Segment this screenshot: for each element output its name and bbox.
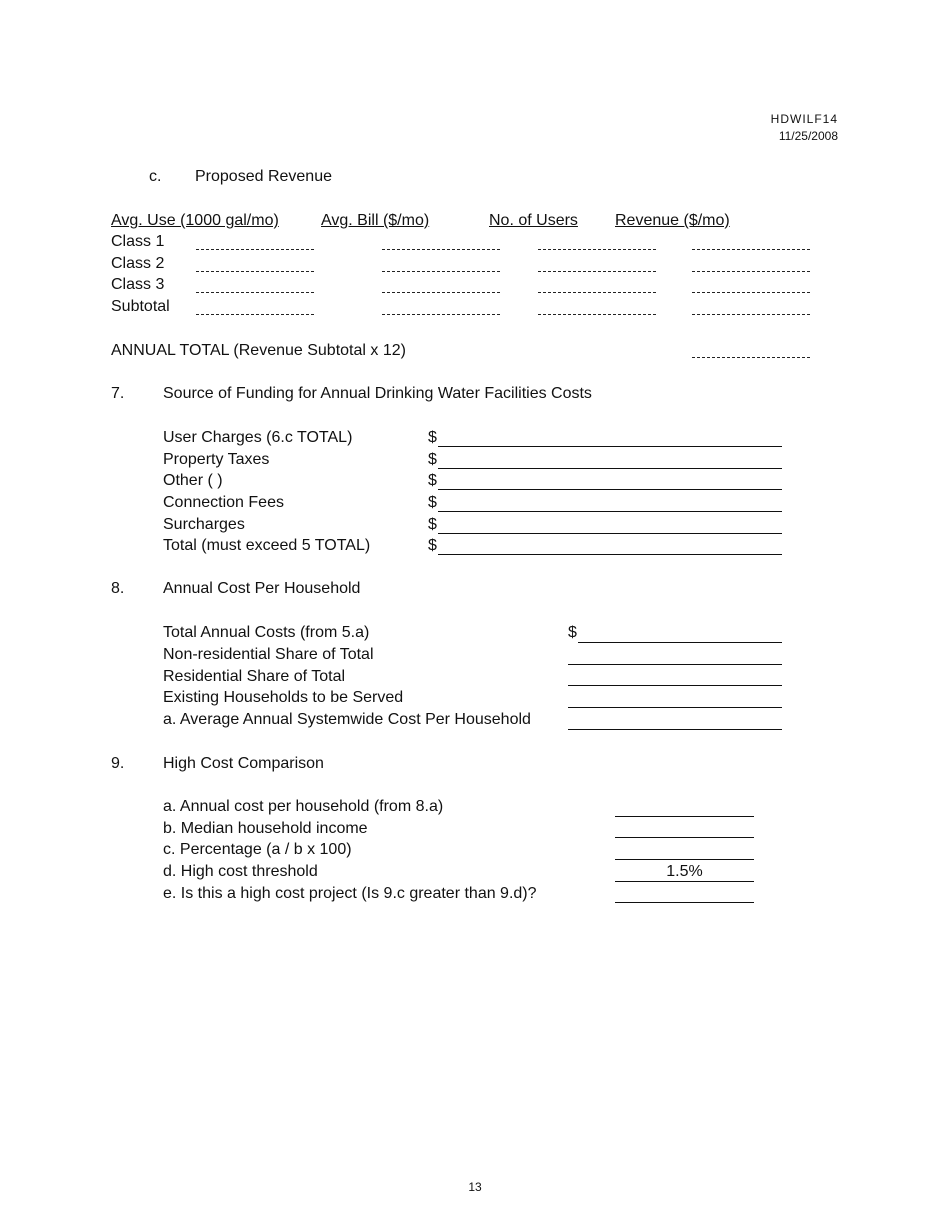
amount-field[interactable] xyxy=(568,707,782,708)
amount-field[interactable] xyxy=(568,729,782,730)
section-7-title: Source of Funding for Annual Drinking Water Facilities Costs xyxy=(163,385,592,402)
dollar-sign: $ xyxy=(428,429,437,446)
section-c-letter: c. xyxy=(149,168,162,185)
annual-total-label: ANNUAL TOTAL (Revenue Subtotal x 12) xyxy=(111,342,406,359)
cost-residential-share: Residential Share of Total xyxy=(163,668,346,685)
col-avg-bill: Avg. Bill ($/mo) xyxy=(321,212,430,229)
blank-field[interactable] xyxy=(196,292,314,293)
answer-field[interactable] xyxy=(615,881,754,882)
funding-connection-fees: Connection Fees xyxy=(163,494,284,511)
answer-field[interactable] xyxy=(615,859,754,860)
blank-field[interactable] xyxy=(692,249,810,250)
answer-field[interactable] xyxy=(615,837,754,838)
cost-nonresidential-share: Non-residential Share of Total xyxy=(163,646,374,663)
col-no-users: No. of Users xyxy=(489,212,578,229)
amount-field[interactable] xyxy=(438,446,782,447)
blank-field[interactable] xyxy=(196,314,314,315)
funding-surcharges: Surcharges xyxy=(163,516,245,533)
amount-field[interactable] xyxy=(438,489,782,490)
comparison-threshold: d. High cost threshold xyxy=(163,863,318,880)
comparison-high-cost-question: e. Is this a high cost project (Is 9.c greater than 9.d)? xyxy=(163,885,537,902)
section-c-title: Proposed Revenue xyxy=(195,168,332,185)
blank-field[interactable] xyxy=(538,249,656,250)
col-revenue: Revenue ($/mo) xyxy=(615,212,730,229)
blank-field[interactable] xyxy=(692,292,810,293)
funding-user-charges: User Charges (6.c TOTAL) xyxy=(163,429,353,446)
funding-other: Other ( ) xyxy=(163,472,223,489)
amount-field[interactable] xyxy=(438,511,782,512)
answer-field[interactable] xyxy=(615,902,754,903)
blank-field[interactable] xyxy=(538,314,656,315)
row-class-3: Class 3 xyxy=(111,276,165,293)
comparison-annual-cost: a. Annual cost per household (from 8.a) xyxy=(163,798,444,815)
blank-field[interactable] xyxy=(538,292,656,293)
dollar-sign: $ xyxy=(428,494,437,511)
blank-field[interactable] xyxy=(196,249,314,250)
comparison-median-income: b. Median household income xyxy=(163,820,368,837)
form-date: 11/25/2008 xyxy=(778,129,838,143)
amount-field[interactable] xyxy=(568,685,782,686)
row-subtotal: Subtotal xyxy=(111,298,170,315)
section-9-title: High Cost Comparison xyxy=(163,755,324,772)
funding-property-taxes: Property Taxes xyxy=(163,451,270,468)
comparison-percentage: c. Percentage (a / b x 100) xyxy=(163,841,352,858)
cost-per-household: a. Average Annual Systemwide Cost Per Household xyxy=(163,711,531,728)
amount-field[interactable] xyxy=(438,533,782,534)
amount-field[interactable] xyxy=(438,554,782,555)
blank-field[interactable] xyxy=(382,249,500,250)
funding-total: Total (must exceed 5 TOTAL) xyxy=(163,537,371,554)
dollar-sign: $ xyxy=(428,537,437,554)
blank-field[interactable] xyxy=(196,271,314,272)
answer-field[interactable] xyxy=(615,816,754,817)
page-number: 13 xyxy=(468,1180,482,1194)
dollar-sign: $ xyxy=(428,451,437,468)
dollar-sign: $ xyxy=(428,516,437,533)
section-8-number: 8. xyxy=(111,580,125,597)
amount-field[interactable] xyxy=(438,468,782,469)
blank-field[interactable] xyxy=(692,271,810,272)
blank-field[interactable] xyxy=(382,292,500,293)
row-class-2: Class 2 xyxy=(111,255,165,272)
annual-total-blank[interactable] xyxy=(692,357,810,358)
amount-field[interactable] xyxy=(578,642,782,643)
blank-field[interactable] xyxy=(538,271,656,272)
amount-field[interactable] xyxy=(568,664,782,665)
section-8-title: Annual Cost Per Household xyxy=(163,580,361,597)
dollar-sign: $ xyxy=(568,624,577,641)
col-avg-use: Avg. Use (1000 gal/mo) xyxy=(111,212,279,229)
dollar-sign: $ xyxy=(428,472,437,489)
blank-field[interactable] xyxy=(692,314,810,315)
cost-existing-households: Existing Households to be Served xyxy=(163,689,404,706)
threshold-value: 1.5% xyxy=(666,863,703,880)
row-class-1: Class 1 xyxy=(111,233,165,250)
section-7-number: 7. xyxy=(111,385,125,402)
blank-field[interactable] xyxy=(382,271,500,272)
cost-total-annual: Total Annual Costs (from 5.a) xyxy=(163,624,370,641)
form-id: HDWILF14 xyxy=(770,112,838,126)
blank-field[interactable] xyxy=(382,314,500,315)
section-9-number: 9. xyxy=(111,755,125,772)
